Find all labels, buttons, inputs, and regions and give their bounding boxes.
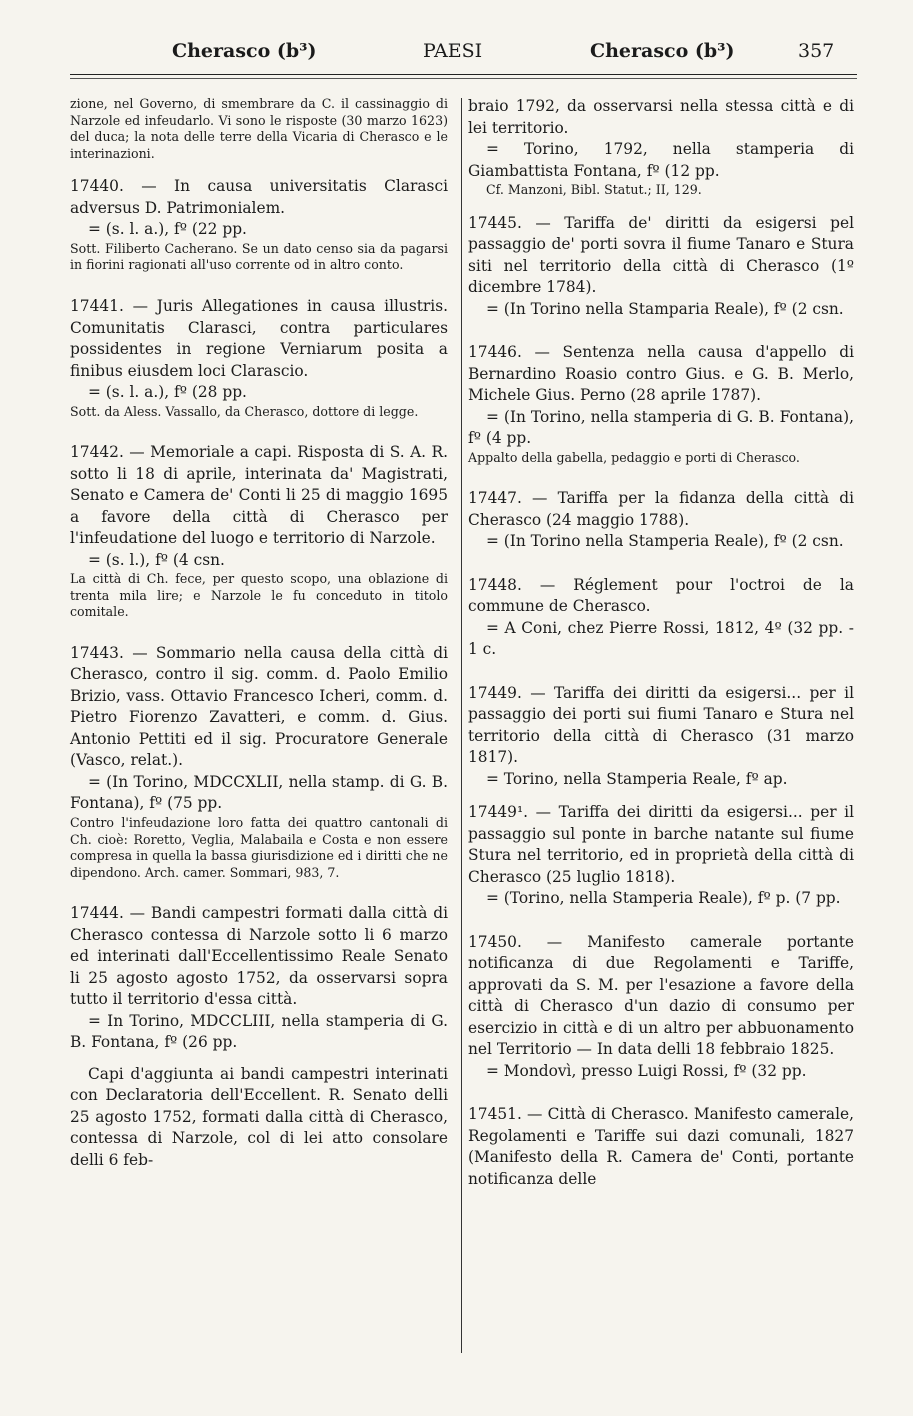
page-number: 357 bbox=[798, 40, 835, 62]
header-center-title: PAESI bbox=[423, 40, 483, 62]
entry-imprint: = (In Torino nella Stamparia Reale), fº (2 csn. bbox=[486, 299, 844, 318]
entry-imprint: = Torino, nella Stamperia Reale, fº ap. bbox=[486, 769, 788, 788]
entry-17451 bbox=[468, 1104, 854, 1190]
entry-imprint: = (s. l.), fº (4 csn. bbox=[88, 550, 225, 569]
intro-note: zione, nel Governo, di smembrare da C. il cassinaggio di Narzole ed infeudarlo. Vi sono le risposte (30 marzo 1623) del duca; la nota delle terre della Vicaria di Cherasco e le interinazioni. bbox=[70, 96, 448, 161]
entry-17444 bbox=[70, 903, 448, 1171]
entry-title: 17443. — Sommario nella causa della città di Cherasco, contro il sig. comm. d. Paolo Emilio Brizio, vass. Ottavio Francesco Icheri, comm. d. Pietro Fiorenzo Zavatteri, e comm. d. Gius. Antonio Pettiti ed il sig. Procuratore Generale (Vasco, relat.). bbox=[70, 643, 448, 770]
entry-imprint: = In Torino, MDCCLIII, nella stamperia di G. B. Fontana, fº (26 pp. bbox=[70, 1011, 448, 1052]
entry-title: 17447. — Tariffa per la fidanza della città di Cherasco (24 maggio 1788). bbox=[468, 489, 854, 529]
entry-title: 17442. — Memoriale a capi. Risposta di S. A. R. sotto li 18 di aprile, interinata da' Magistrati, Senato e Camera de' Conti li 25 di maggio 1695 a favore della città di Cherasco per l'infeudatione del luogo e territorio di Narzole. bbox=[70, 443, 448, 548]
entry-note: Appalto della gabella, pedaggio e porti di Cherasco. bbox=[468, 449, 800, 465]
entry-title: 17448. — Réglement pour l'octroi de la commune de Cherasco. bbox=[468, 575, 854, 616]
continuation-imprint: = Torino, 1792, nella stamperia di Giambattista Fontana, fº (12 pp. bbox=[468, 140, 854, 180]
entry-title: 17451. — Città di Cherasco. Manifesto camerale, Regolamenti e Tariffe sui dazi comunali, 1827 (Manifesto della R. Camera de' Conti, portante notificanza delle bbox=[468, 1105, 854, 1188]
entry-title: 17449. — Tariffa dei diritti da esigersi... per il passaggio dei porti sui fiumi Tanaro e Stura nel territorio della città di Cherasco (31 marzo 1817). bbox=[468, 683, 854, 767]
continuation-cite: Cf. Manzoni, Bibl. Statut.; II, 129. bbox=[486, 182, 702, 197]
entry-imprint: = (s. l. a.), fº (28 pp. bbox=[88, 383, 247, 402]
header-rule-secondary bbox=[70, 78, 857, 79]
entry-note: Sott. da Aless. Vassallo, da Cherasco, dottore di legge. bbox=[70, 403, 419, 419]
right-column bbox=[468, 96, 854, 1202]
entry-title: 17441. — Juris Allegationes in causa illustris. Comunitatis Clarasci, contra particulares possidentes in regione Verniarum posita a finibus eiusdem loci Clarascio. bbox=[70, 297, 448, 380]
running-header bbox=[70, 40, 858, 70]
entry-imprint: = Mondovì, presso Luigi Rossi, fº (32 pp. bbox=[486, 1061, 807, 1080]
header-right-title: Cherasco (b³) bbox=[590, 40, 735, 62]
entry-imprint: = (In Torino, nella stamperia di G. B. Fontana), fº (4 pp. bbox=[468, 407, 854, 448]
entry-title: 17445. — Tariffa de' diritti da esigersi pel passaggio de' porti sovra il fiume Tanaro e Stura siti nel territorio della città di Cherasco (1º dicembre 1784). bbox=[468, 213, 854, 297]
entry-17442 bbox=[70, 442, 448, 621]
entry-17447 bbox=[468, 488, 854, 553]
continuation-text: braio 1792, da osservarsi nella stessa città e di lei territorio. bbox=[468, 97, 854, 137]
entry-title: 17440. — In causa universitatis Clarasci adversus D. Patrimonialem. bbox=[70, 177, 448, 217]
column-divider bbox=[461, 98, 462, 1353]
entry-title: 17449¹. — Tariffa dei diritti da esigersi... per il passaggio sul ponte in barche natante sul fiume Stura nel territorio, ed in proprietà della città di Cherasco (25 luglio 1818). bbox=[468, 803, 854, 886]
entry-17449-1 bbox=[468, 802, 854, 910]
entry-17446 bbox=[468, 342, 854, 466]
entry-title: 17444. — Bandi campestri formati dalla città di Cherasco contessa di Narzole sotto li 6 marzo ed interinati dall'Eccellentissimo Reale Senato li 25 agosto agosto 1752, da osservarsi sopra tutto il territorio d'essa città. bbox=[70, 904, 448, 1009]
entry-note: La città di Ch. fece, per questo scopo, una oblazione di trenta mila lire; e Narzole le fu conceduto in titolo comitale. bbox=[70, 571, 448, 620]
entry-imprint: = A Coni, chez Pierre Rossi, 1812, 4º (32 pp. - 1 c. bbox=[468, 618, 854, 659]
entry-17445 bbox=[468, 213, 854, 321]
entry-imprint: = (Torino, nella Stamperia Reale), fº p. (7 pp. bbox=[486, 889, 841, 908]
entry-note: Sott. Filiberto Cacherano. Se un dato censo sia da pagarsi in fiorini ragionati all'uso corrente od in altro conto. bbox=[70, 240, 448, 273]
entry-imprint: = (s. l. a.), fº (22 pp. bbox=[88, 220, 247, 239]
entry-note: Contro l'infeudazione loro fatta dei quattro cantonali di Ch. cioè: Roretto, Veglia, Malabaila e Costa e non essere compresa in quella la bassa giurisdizione ed i diritti che ne dipendono. Arch. camer. Sommari, 983, 7. bbox=[70, 814, 448, 880]
header-left-title: Cherasco (b³) bbox=[172, 40, 317, 62]
entry-title: 17446. — Sentenza nella causa d'appello di Bernardino Roasio contro Gius. e G. B. Merlo, Michele Gius. Perno (28 aprile 1787). bbox=[468, 343, 854, 405]
entry-17443 bbox=[70, 643, 448, 881]
entry-17448 bbox=[468, 575, 854, 661]
entry-17450 bbox=[468, 932, 854, 1083]
entry-imprint: = (In Torino nella Stamperia Reale), fº (2 csn. bbox=[486, 532, 844, 551]
entry-17441 bbox=[70, 296, 448, 420]
header-rule bbox=[70, 74, 857, 75]
entry-17449 bbox=[468, 683, 854, 791]
entry-17440 bbox=[70, 176, 448, 274]
entry-sub: Capi d'aggiunta ai bandi campestri interinati con Declaratoria dell'Eccellent. R. Senato delli 25 agosto 1752, formati dalla città di Cherasco, contessa di Narzole, col di lei atto consolare delli 6 feb- bbox=[70, 1064, 448, 1169]
left-column bbox=[70, 96, 448, 1183]
entry-imprint: = (In Torino, MDCCXLII, nella stamp. di G. B. Fontana), fº (75 pp. bbox=[70, 772, 448, 813]
entry-title: 17450. — Manifesto camerale portante notificanza di due Regolamenti e Tariffe, approvati da S. M. per l'esazione a favore della città di Cherasco d'un dazio di consumo per esercizio in città e di un altro per abbuonamento nel Territorio — In data delli 18 febbraio 1825. bbox=[468, 932, 854, 1059]
